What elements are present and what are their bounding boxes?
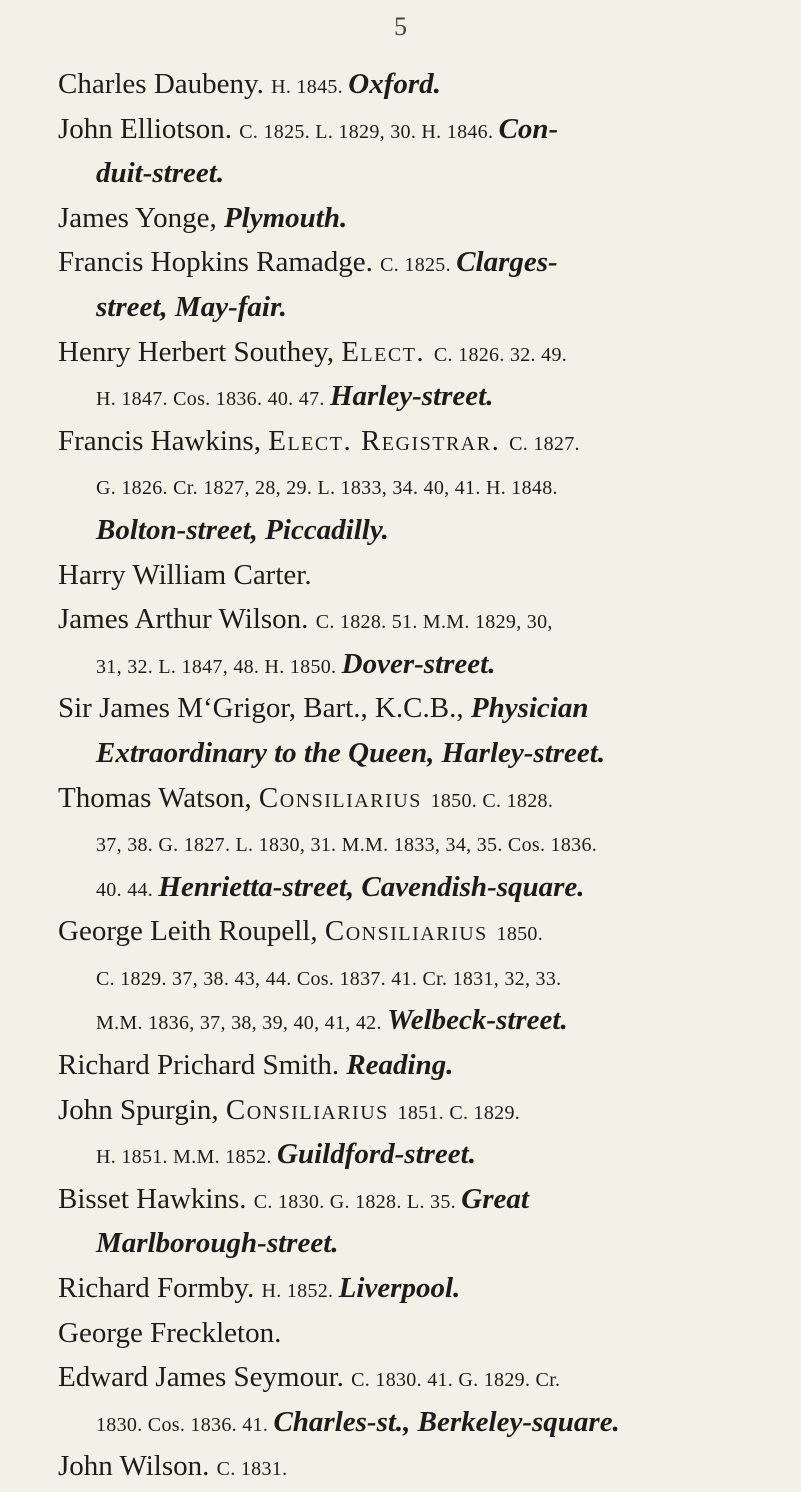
text-line: [58, 1266, 778, 1311]
text-line: [58, 1177, 778, 1222]
text-line: [58, 998, 778, 1043]
dates-text: C. 1830. G. 1828. L. 35.: [253, 1190, 462, 1213]
text-line: [58, 909, 778, 954]
address-text: Dover-street.: [341, 647, 496, 680]
dates-text: C. 1829. 37, 38. 43, 44. Cos. 1837. 41. Cr. 1831, 32, 33.: [96, 967, 562, 990]
text-line: [58, 107, 778, 152]
text-line: [58, 151, 778, 196]
dates-text: H. 1847. Cos. 1836. 40. 47.: [96, 388, 330, 411]
office-text: Elect. Registrar.: [268, 424, 510, 457]
address-text: Plymouth.: [223, 201, 348, 234]
dates-text: 1850. C. 1828.: [430, 789, 554, 812]
address-text: Welbeck-street.: [387, 1004, 568, 1037]
dates-text: G. 1826. Cr. 1827, 28, 29. L. 1833, 34. 40, 41. H. 1848.: [96, 477, 558, 500]
text-line: [58, 776, 778, 821]
text-line: [58, 642, 778, 687]
dates-text: 1850.: [496, 923, 544, 946]
name-text: George Freckleton.: [58, 1316, 282, 1349]
address-text: Physician: [470, 692, 589, 725]
dates-text: C. 1827.: [509, 432, 580, 455]
text-line: [58, 285, 778, 330]
text-line: [58, 508, 778, 553]
name-text: John Wilson.: [58, 1450, 217, 1483]
text-line: [58, 1355, 778, 1400]
address-text: street, May-fair.: [96, 290, 287, 323]
text-line: [58, 686, 778, 731]
address-text: Guildford-street.: [277, 1138, 476, 1171]
text-line: [58, 1444, 778, 1489]
name-text: Charles Daubeny.: [58, 68, 272, 100]
address-text: Marlborough-street.: [96, 1227, 339, 1260]
address-text: Extraordinary to the Queen, Harley-street.: [96, 736, 606, 769]
name-text: Richard Formby.: [58, 1272, 262, 1305]
text-line: [58, 597, 778, 642]
address-text: Henrietta-street, Cavendish-square.: [158, 870, 585, 903]
text-line: [58, 865, 778, 910]
address-text: duit-street.: [96, 157, 225, 190]
text-line: [58, 1043, 778, 1088]
address-text: Reading.: [346, 1049, 454, 1082]
page-number: 5: [394, 12, 407, 41]
address-text: Con-: [498, 112, 559, 145]
name-text: John Elliotson.: [58, 112, 240, 145]
name-text: Edward James Seymour.: [58, 1361, 352, 1394]
text-line: [58, 731, 778, 776]
register-list: [58, 62, 778, 1489]
text-line: [58, 1221, 778, 1266]
dates-text: H. 1852.: [261, 1280, 339, 1303]
name-text: Harry William Carter.: [58, 558, 312, 591]
dates-text: 40. 44.: [96, 878, 159, 901]
name-text: Bisset Hawkins.: [58, 1182, 254, 1215]
dates-text: 37, 38. G. 1827. L. 1830, 31. M.M. 1833, 34, 35. Cos. 1836.: [96, 834, 598, 857]
text-line: [58, 1088, 778, 1133]
dates-text: C. 1825.: [380, 254, 457, 277]
text-line: [58, 1132, 778, 1177]
text-line: [58, 196, 778, 241]
dates-text: C. 1831.: [216, 1458, 288, 1481]
text-line: [58, 374, 778, 419]
dates-text: C. 1826. 32. 49.: [433, 343, 568, 366]
name-text: Sir James M‘Grigor, Bart., K.C.B.,: [58, 692, 471, 725]
text-line: [58, 330, 778, 375]
office-text: Elect.: [341, 335, 434, 368]
dates-text: C. 1830. 41. G. 1829. Cr.: [351, 1369, 561, 1392]
name-text: Thomas Watson,: [58, 781, 259, 814]
address-text: Liverpool.: [338, 1272, 461, 1305]
text-line: [58, 1400, 778, 1445]
name-text: James Arthur Wilson.: [58, 603, 316, 636]
name-text: James Yonge,: [58, 201, 224, 234]
dates-text: C. 1828. 51. M.M. 1829, 30,: [315, 611, 553, 634]
dates-text: H. 1851. M.M. 1852.: [96, 1146, 278, 1169]
text-line: [58, 62, 778, 107]
name-text: Richard Prichard Smith.: [58, 1049, 347, 1082]
dates-text: H. 1845.: [271, 76, 349, 98]
address-text: Oxford.: [348, 68, 441, 100]
address-text: Harley-street.: [329, 380, 494, 413]
name-text: Francis Hopkins Ramadge.: [58, 246, 381, 279]
name-text: George Leith Roupell,: [58, 915, 325, 948]
dates-text: 1851. C. 1829.: [397, 1101, 521, 1124]
dates-text: 31, 32. L. 1847, 48. H. 1850.: [96, 655, 342, 678]
text-line: [58, 1311, 778, 1356]
text-line: [58, 954, 778, 999]
text-line: [58, 419, 778, 464]
text-line: [58, 553, 778, 598]
text-line: [58, 240, 778, 285]
address-text: Bolton-street, Piccadilly.: [96, 513, 389, 546]
address-text: Charles-st., Berkeley-square.: [273, 1405, 620, 1438]
dates-text: 1830. Cos. 1836. 41.: [96, 1413, 274, 1436]
office-text: Consiliarius: [258, 781, 431, 814]
text-line: [58, 820, 778, 865]
address-text: Clarges-: [456, 246, 558, 279]
dates-text: M.M. 1836, 37, 38, 39, 40, 41, 42.: [96, 1012, 388, 1035]
text-line: [58, 463, 778, 508]
name-text: Francis Hawkins,: [58, 424, 269, 457]
name-text: John Spurgin,: [58, 1093, 226, 1126]
name-text: Henry Herbert Southey,: [58, 335, 342, 368]
dates-text: C. 1825. L. 1829, 30. H. 1846.: [239, 120, 499, 143]
office-text: Consiliarius: [324, 915, 497, 948]
office-text: Consiliarius: [225, 1093, 398, 1126]
address-text: Great: [461, 1182, 529, 1215]
